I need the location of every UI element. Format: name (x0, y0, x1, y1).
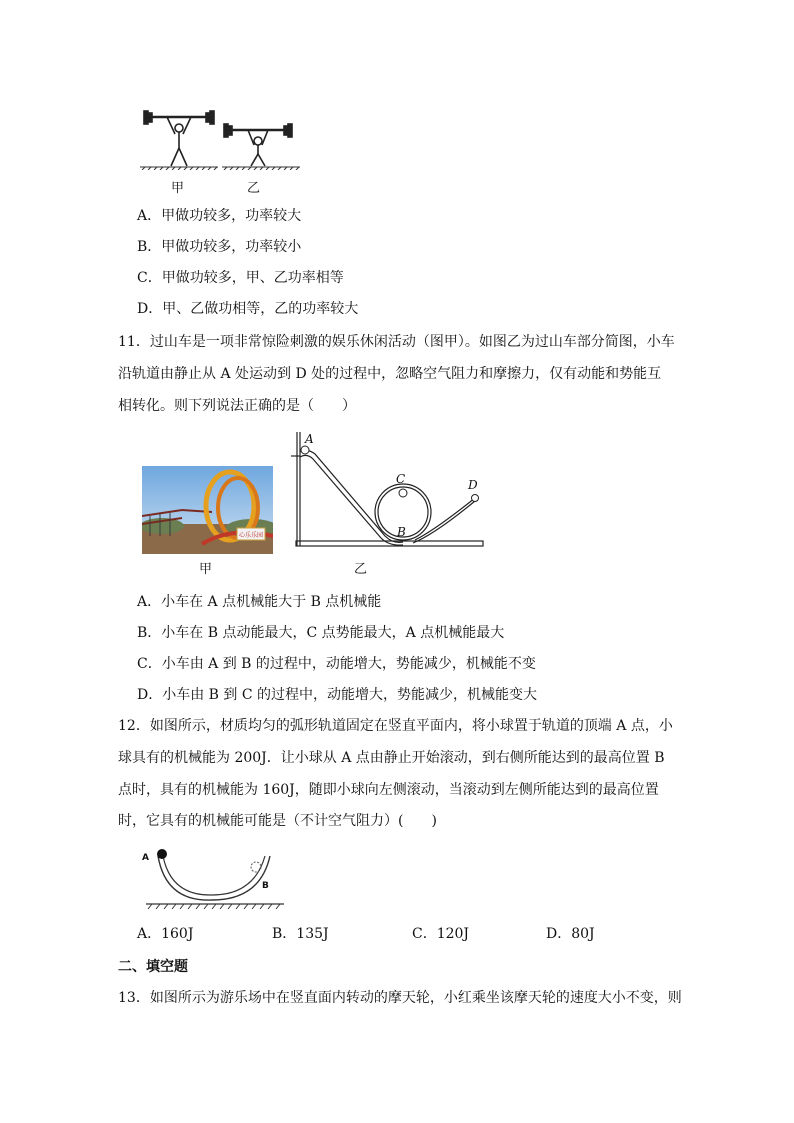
q11-option-d: D．小车由 B 到 C 的过程中，动能增大，势能减少，机械能变大 (137, 687, 538, 703)
diagram-label-yi: 乙 (354, 562, 368, 577)
q11-stem-line-2: 沿轨道由静止从 A 处运动到 D 处的过程中，忽略空气阻力和摩擦力，仅有动能和势能互 (118, 366, 662, 382)
q12-option-a: A．160J (137, 926, 194, 942)
q11-option-b: B．小车在 B 点动能最大，C 点势能最大，A 点机械能最大 (137, 625, 505, 641)
q12-stem-line-3: 点时，具有的机械能为 160J，随即小球向左侧滚动，当滚动到左侧所能达到的最高位置 (118, 782, 659, 798)
figure-label-jia: 甲 (171, 181, 185, 196)
q11-stem-line-3: 相转化。则下列说法正确的是（ ） (118, 398, 356, 414)
q10-option-a: A．甲做功较多，功率较大 (137, 208, 302, 224)
photo-watermark: 心乐乐园 (238, 532, 264, 539)
q10-option-c: C．甲做功较多，甲、乙功率相等 (137, 270, 344, 286)
q11-stem-line-1: 11．过山车是一项非常惊险刺激的娱乐休闲活动（图甲）。如图乙为过山车部分简图，小车 (118, 334, 675, 350)
track-point-a: A (305, 432, 314, 446)
figure-label-yi: 乙 (247, 181, 261, 196)
q11-option-c: C．小车由 A 到 B 的过程中，动能增大，势能减少，机械能不变 (137, 656, 536, 672)
track-point-d: D (468, 478, 478, 492)
q12-stem-line-1: 12．如图所示，材质均匀的弧形轨道固定在竖直平面内，将小球置于轨道的顶端 A 点，小 (118, 718, 673, 734)
roller-coaster-photo-art (142, 466, 273, 554)
section-title-fill-in: 二、填空题 (118, 959, 188, 975)
arc-point-b: B (262, 881, 269, 891)
q10-option-d: D．甲、乙做功相等，乙的功率较大 (137, 301, 359, 317)
track-point-c: C (396, 472, 406, 486)
q12-option-b: B．135J (272, 926, 329, 942)
track-point-b: B (397, 525, 406, 539)
roller-coaster-track-diagram (285, 428, 490, 552)
q12-stem-line-2: 球具有的机械能为 200J．让小球从 A 点由静止开始滚动，到右侧所能达到的最高位置 B (118, 750, 665, 766)
q10-option-b: B．甲做功较多，功率较小 (137, 239, 302, 255)
arc-track-figure (136, 842, 286, 910)
q13-stem-line-1: 13．如图所示为游乐场中在竖直面内转动的摩天轮，小红乘坐该摩天轮的速度大小不变，则 (118, 990, 682, 1006)
roller-coaster-photo (142, 466, 273, 554)
q12-option-d: D．80J (546, 926, 595, 942)
weightlifters-figure (136, 104, 306, 170)
arc-point-a: A (142, 853, 149, 863)
q12-option-c: C．120J (412, 926, 470, 942)
q12-stem-line-4: 时，它具有的机械能可能是（不计空气阻力）( ) (118, 813, 437, 829)
q11-option-a: A．小车在 A 点机械能大于 B 点机械能 (137, 594, 382, 610)
photo-label-jia: 甲 (199, 562, 213, 577)
